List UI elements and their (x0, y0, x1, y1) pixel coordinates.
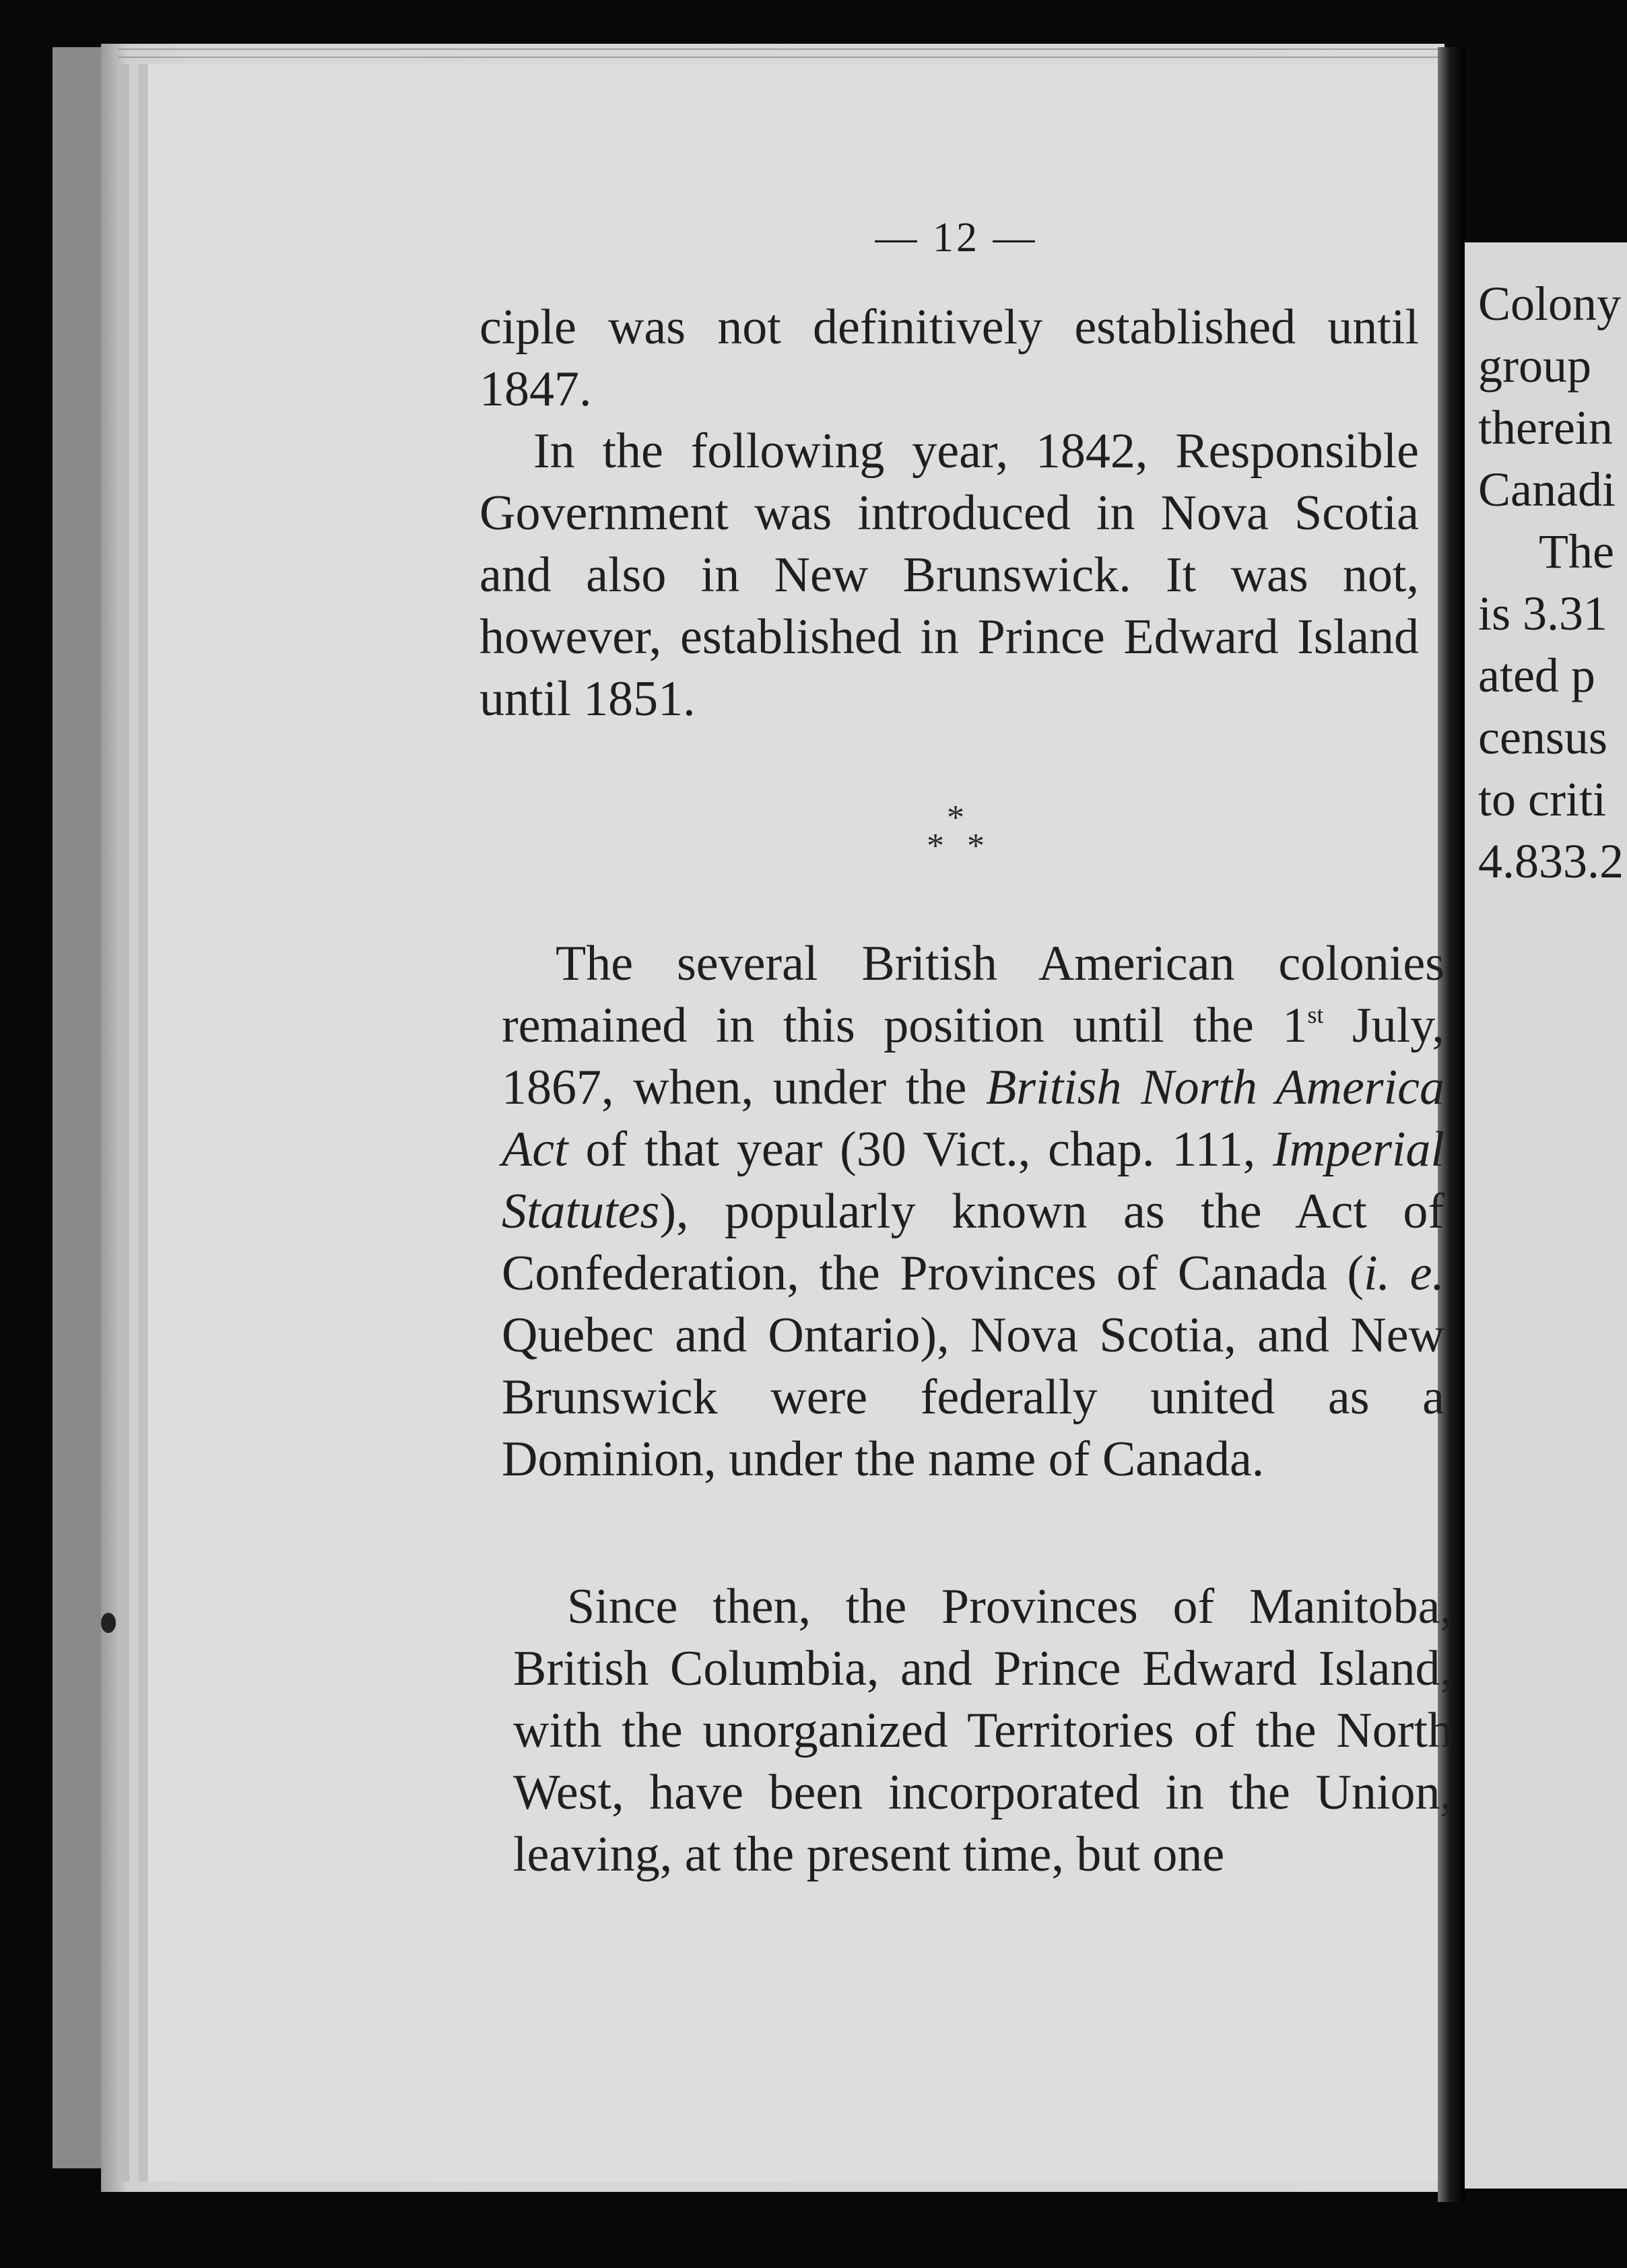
binding-mark (101, 1613, 116, 1633)
text-column-confederation (502, 933, 1445, 1490)
text-column-top (479, 296, 1419, 730)
abbreviation: i. e. (1364, 1246, 1445, 1301)
asterisk: * (967, 827, 985, 865)
right-page-line: therein (1478, 401, 1613, 455)
paragraph-confederation (502, 933, 1445, 1490)
right-page-line: Colony (1478, 277, 1622, 331)
asterisk: * (947, 799, 964, 837)
paragraph-since-then: Since then, the Provinces of Manitoba, British Columbia, and Prince Edward Island, with the unorganized Territories of the North West, have been incorporated in the Union, leaving, at the present time, but one (513, 1579, 1453, 1882)
right-page-line: to criti (1478, 772, 1606, 826)
page-edge-line (118, 48, 1438, 50)
right-page-line: Canadi (1478, 463, 1616, 516)
right-page-line: group (1478, 339, 1591, 393)
paragraph-1842: In the following year, 1842, Responsible Government was introduced in Nova Scotia and also in New Brunswick. It was not, however, established in Prince Edward Island until 1851. (479, 424, 1419, 727)
right-page-line: is 3.31 (1478, 587, 1608, 640)
ordinal-superscript: st (1307, 1001, 1324, 1028)
page-edge-line (118, 57, 1438, 58)
page-number: — 12 — (875, 215, 1038, 261)
text-run: ), popularly known as the Act of Confederation, the Provinces of Canada ( (502, 1184, 1445, 1301)
text-run: of that year (30 Vict., chap. 111, (568, 1122, 1273, 1177)
paragraph-continuation: ciple was not definitively established until 1847. (479, 300, 1419, 417)
right-page-line: The (1539, 525, 1614, 578)
text-column-since (513, 1576, 1453, 1886)
right-page-line: ated p (1478, 648, 1595, 702)
right-page-line: 4.833.2 (1478, 834, 1624, 888)
statute-title: Imperial Statutes (502, 1122, 1445, 1239)
text-run: The several British American colonies remained in this position until the 1 (502, 936, 1445, 1053)
text-run: July, 1867, when, under the (502, 998, 1445, 1115)
text-run: Quebec and Ontario), Nova Scotia, and New Brunswick were federally united as a Dominion, under the name of Canada. (502, 1308, 1445, 1487)
act-title: British North America Act (502, 1060, 1445, 1177)
right-page-line: census (1478, 710, 1607, 764)
asterisk: * (927, 827, 944, 865)
book-edge (53, 47, 103, 2168)
asterism-separator (902, 798, 1010, 892)
